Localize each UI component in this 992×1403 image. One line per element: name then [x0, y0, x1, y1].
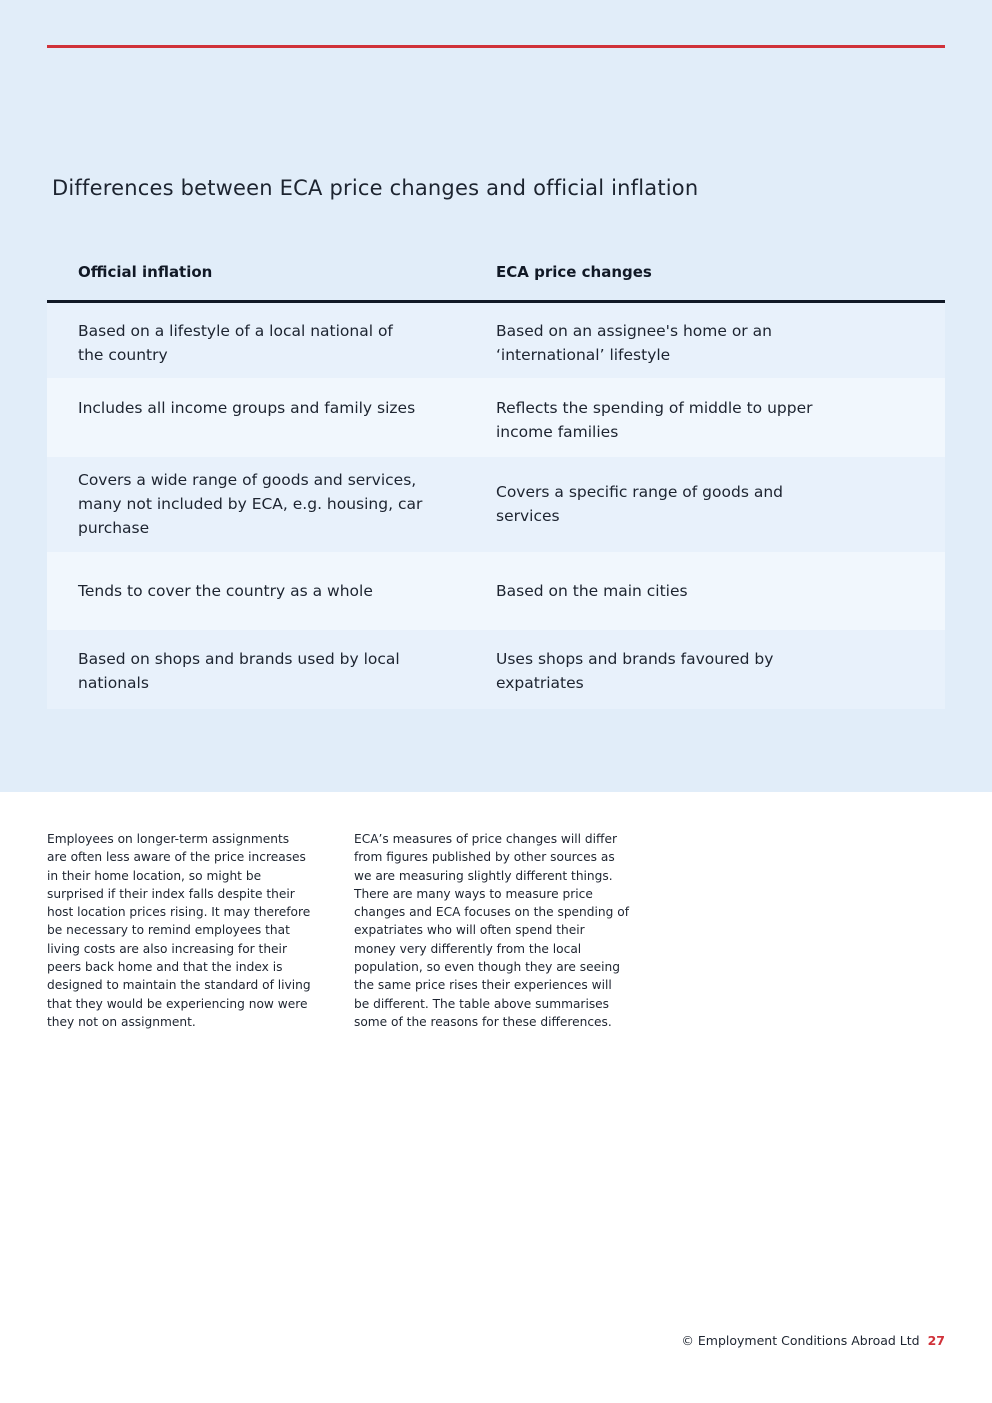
table-row — [47, 552, 945, 630]
table-cell: Includes all income groups and family sizes — [78, 399, 416, 417]
table-cell: Tends to cover the country as a whole — [78, 582, 373, 600]
header-eca-price-changes: ECA price changes — [496, 263, 652, 281]
table-cell: Uses shops and brands favoured by expatriates — [496, 650, 774, 692]
table-cell: Covers a wide range of goods and services, many not included by ECA, e.g. housing, car purchase — [78, 471, 423, 537]
table-row — [47, 630, 945, 709]
table-cell: Based on an assignee's home or an ‘international’ lifestyle — [496, 322, 772, 364]
header-official-inflation: Official inflation — [78, 263, 213, 281]
table-row — [47, 378, 945, 457]
table-cell: Reflects the spending of middle to upper income families — [496, 399, 813, 441]
comparison-table — [47, 250, 945, 709]
body-paragraph-left: Employees on longer-term assignments are often less aware of the price increases in their home location, so might be surprised if their index falls despite their host location prices rising. It may therefore be necessary to remind employees that living costs are also increasing for their peers back home and that the index is designed to maintain the standard of living that they would be experiencing now were they not on assignment. — [47, 832, 311, 1029]
copyright-text: © Employment Conditions Abroad Ltd — [681, 1333, 920, 1348]
page-footer — [681, 1333, 945, 1348]
section-title: Differences between ECA price changes and official inflation — [52, 176, 699, 200]
table-row — [47, 457, 945, 552]
table-cell: Based on the main cities — [496, 582, 688, 600]
body-paragraph-right: ECA’s measures of price changes will differ from figures published by other sources as we are measuring slightly different things. There are many ways to measure price changes and ECA focuses on the spending of expatriates who will often spend their money very differently from the local population, so even though they are seeing the same price rises their experiences will be different. The table above summarises some of the reasons for these differences. — [354, 832, 629, 1029]
top-divider — [47, 45, 945, 48]
page-number: 27 — [927, 1333, 945, 1348]
table-header — [47, 250, 945, 303]
table-row — [47, 303, 945, 378]
table-cell: Based on shops and brands used by local nationals — [78, 650, 400, 692]
table-cell: Covers a specific range of goods and services — [496, 483, 783, 525]
table-cell: Based on a lifestyle of a local national of the country — [78, 322, 393, 364]
